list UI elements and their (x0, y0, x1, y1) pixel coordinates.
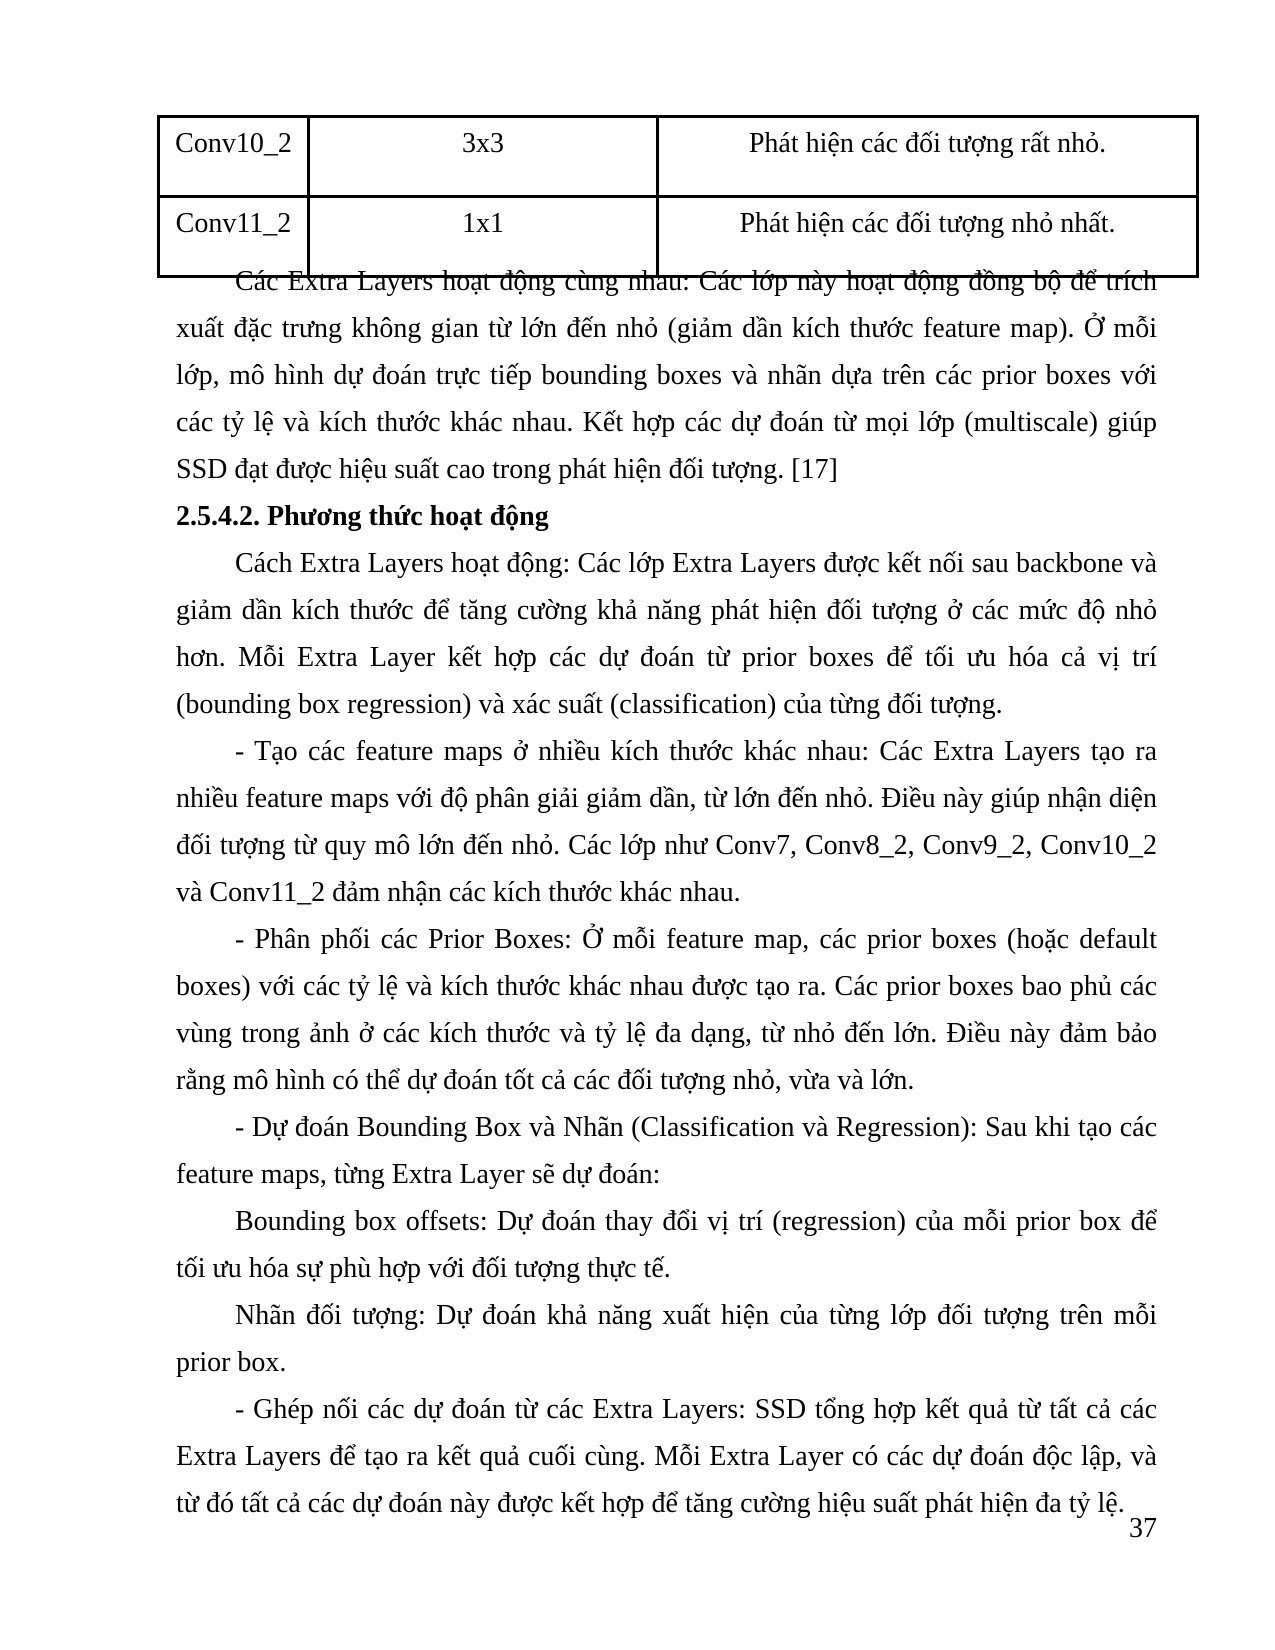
extra-layers-table (157, 115, 1199, 278)
cell-description: Phát hiện các đối tượng nhỏ nhất. (658, 197, 1198, 277)
paragraph: Các Extra Layers hoạt động cùng nhau: Các lớp này hoạt động đồng bộ để trích xuất đặc trưng không gian từ lớn đến nhỏ (giảm dần kích thước feature map). Ở mỗi lớp, mô hình dự đoán trực tiếp bounding boxes và nhãn dựa trên các prior boxes với các tỷ lệ và kích thước khác nhau. Kết hợp các dự đoán từ mọi lớp (multiscale) giúp SSD đạt được hiệu suất cao trong phát hiện đối tượng. [17] (176, 266, 1157, 485)
paragraph: Nhãn đối tượng: Dự đoán khả năng xuất hiện của từng lớp đối tượng trên mỗi prior box. (176, 1300, 1157, 1378)
body-text (176, 258, 1157, 1527)
cell-kernel-size: 3x3 (309, 117, 658, 197)
paragraph: - Tạo các feature maps ở nhiều kích thước khác nhau: Các Extra Layers tạo ra nhiều feature maps với độ phân giải giảm dần, từ lớn đến nhỏ. Điều này giúp nhận diện đối tượng từ quy mô lớn đến nhỏ. Các lớp như Conv7, Conv8_2, Conv9_2, Conv10_2 và Conv11_2 đảm nhận các kích thước khác nhau. (176, 736, 1157, 908)
paragraph: - Phân phối các Prior Boxes: Ở mỗi feature map, các prior boxes (hoặc default boxes) với các tỷ lệ và kích thước khác nhau được tạo ra. Các prior boxes bao phủ các vùng trong ảnh ở các kích thước và tỷ lệ đa dạng, từ nhỏ đến lớn. Điều này đảm bảo rằng mô hình có thể dự đoán tốt cả các đối tượng nhỏ, vừa và lớn. (176, 924, 1157, 1096)
paragraph: - Ghép nối các dự đoán từ các Extra Layers: SSD tổng hợp kết quả từ tất cả các Extra Layers để tạo ra kết quả cuối cùng. Mỗi Extra Layer có các dự đoán độc lập, và từ đó tất cả các dự đoán này được kết hợp để tăng cường hiệu suất phát hiện đa tỷ lệ. (176, 1394, 1157, 1519)
cell-layer-name: Conv10_2 (159, 117, 309, 197)
section-heading: 2.5.4.2. Phương thức hoạt động (176, 501, 549, 532)
page-number: 37 (1129, 1513, 1157, 1544)
cell-description: Phát hiện các đối tượng rất nhỏ. (658, 117, 1198, 197)
cell-layer-name: Conv11_2 (159, 197, 309, 277)
paragraph: Cách Extra Layers hoạt động: Các lớp Extra Layers được kết nối sau backbone và giảm dần kích thước để tăng cường khả năng phát hiện đối tượng ở các mức độ nhỏ hơn. Mỗi Extra Layer kết hợp các dự đoán từ prior boxes để tối ưu hóa cả vị trí (bounding box regression) và xác suất (classification) của từng đối tượng. (176, 548, 1157, 720)
cell-kernel-size: 1x1 (309, 197, 658, 277)
paragraph: Bounding box offsets: Dự đoán thay đổi vị trí (regression) của mỗi prior box để tối ưu hóa sự phù hợp với đối tượng thực tế. (176, 1206, 1157, 1284)
paragraph: - Dự đoán Bounding Box và Nhãn (Classification và Regression): Sau khi tạo các feature maps, từng Extra Layer sẽ dự đoán: (176, 1112, 1157, 1190)
table-row (159, 117, 1198, 197)
